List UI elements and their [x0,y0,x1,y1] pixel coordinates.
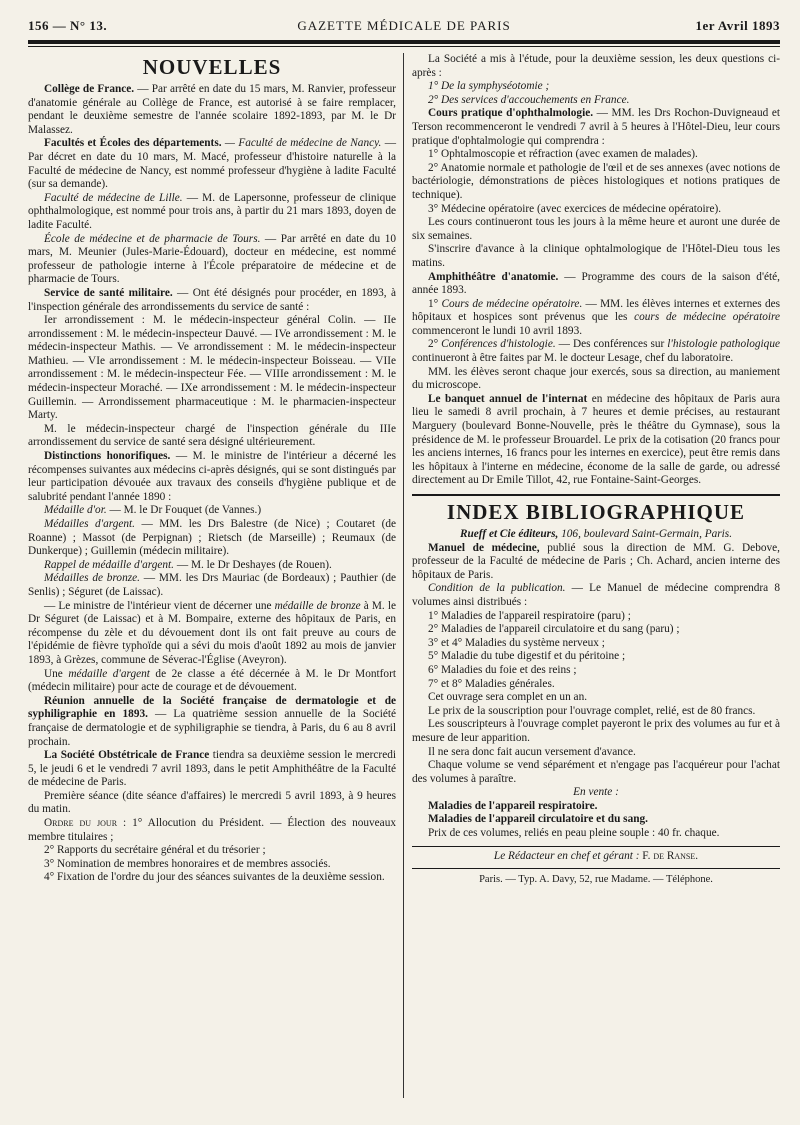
item-premiere-seance: Première séance (dite séance d'affaires) le mercredi 5 avril 1893, à 9 heures du matin. [28,789,396,816]
index-souscripteurs: Les souscripteurs à l'ouvrage complet payeront le prix des volumes au fur et à mesure de leur apparition. [412,718,780,744]
item-arrondissements: Ier arrondissement : M. le médecin-inspecteur général Colin. — IIe arrondissement : M. le médecin-inspecteur Dauvé. — IVe arrondissement : M. le médecin-inspecteur Mathis. — Ve arrondissement : M. le médecin-inspecteur Mathieu. — VIe arrondissement : M. le médecin-inspecteur Boisseau. — VIIe arrondissement : M. le médecin-inspecteur Fée. — VIIIe arrondissement : M. le médecin-inspecteur Moraché. — IXe arrondissement : M. le médecin-inspecteur Guillemin. — Arrondissement pharmaceutique : M. le pharmacien-inspecteur Marty. [28,314,396,422]
footer-rule [412,846,780,847]
page-header [28,12,780,38]
item-cours-5: S'inscrire d'avance à la clinique ophtalmologique de l'Hôtel-Dieu tous les matins. [412,243,780,269]
index-volume-3: 3° et 4° Maladies du système nerveux ; [428,636,605,649]
item-medailles-bronze: Médailles de bronze. — MM. les Drs Mauriac (de Bordeaux) ; Pauthier (de Senlis) ; Séguret (de Laissac). [28,572,396,598]
item-societe-questions: La Société a mis à l'étude, pour la deuxième session, les deux questions ci-après : [412,53,780,79]
item-medailles-argent: Médailles d'argent. — MM. les Drs Balestre (de Nice) ; Coutaret (de Roanne) ; Massot (de Perpignan) ; Rietsch (de Marseille) ; Reumaux (de Dunkerque) ; Guillemin (médecin militaire). [28,518,396,558]
newspaper-page [28,12,780,1112]
index-vente-2: Maladies de l'appareil circulatoire et du sang. [428,813,648,826]
index-volume-4: 5° Maladie du tube digestif et du péritoine ; [428,650,626,663]
item-sante-militaire: Service de santé militaire. — Ont été désignés pour procéder, en 1893, à l'inspection générale des arrondissements du service de santé : [28,286,396,313]
index-complet: Cet ouvrage sera complet en un an. [428,691,588,704]
item-amph-3: MM. les élèves seront chaque jour exercés, sous sa direction, au maniement du microscope. [412,365,780,392]
item-medaille-argent-2e: Une médaille d'argent de 2e classe a été décernée à M. le Dr Montfort (médecin militaire) pour acte de courage et de dévouement. [28,667,396,694]
item-iii-arrondissement: M. le médecin-inspecteur chargé de l'inspection générale du IIIe arrondissement du service de santé sera désigné ultérieurement. [28,422,396,449]
item-medaille-or: Médaille d'or. — M. le Dr Fouquet (de Vannes.) [44,504,262,517]
item-cours-2: 2° Anatomie normale et pathologie de l'œil et de ses annexes (avec notions de bactériologie, démonstrations de pièces histologiques et notions pratiques de technique). [412,161,780,201]
imprimeur-line: Paris. — Typ. A. Davy, 52, rue Madame. — Téléphone. [479,874,713,886]
section-title-index: INDEX BIBLIOGRAPHIQUE [446,500,746,524]
index-publisher: Rueff et Cie éditeurs, 106, boulevard Saint-Germain, Paris. [459,528,733,540]
page-number: 156 — N° 13. [28,18,108,33]
item-amph-2: 2° Conférences d'histologie. — Des conférences sur l'histologie pathologique continueront à être faites par M. le docteur Lesage, chef du laboratoire. [412,338,780,365]
header-rule-thin [28,46,780,47]
item-college-de-france: Collège de France. — Par arrêté en date du 15 mars, M. Ranvier, professeur d'anatomie générale au Collège de France, est autorisé à se faire remplacer, pendant le deuxième semestre de l'année scolaire 1892-1893, par M. le Dr Malassez. [28,83,396,136]
item-rappel-medaille: Rappel de médaille d'argent. — M. le Dr Deshayes (de Rouen). [44,558,332,571]
item-societe-obstetricale: La Société Obstétricale de France tiendra sa deuxième session le mercredi 5, le jeudi 6 et le vendredi 7 avril 1893, dans le petit Amphithéâtre de la Faculté de médecine de Paris. [28,749,396,789]
index-vente-separee: Chaque volume se vend séparément et n'engage pas l'acquéreur pour l'achat des volumes à paraître. [412,759,780,785]
item-ordre-du-jour: Ordre du jour : 1° Allocution du Président. — Élection des nouveaux membre titulaires ; [28,817,396,843]
item-ordre-4: 4° Fixation de l'ordre du jour des séances suivantes de la deuxième session. [44,871,385,884]
redacteur-line: Le Rédacteur en chef et gérant : F. de Ranse. [493,849,699,862]
index-manuel: Manuel de médecine, publié sous la direction de MM. G. Debove, professeur de la Faculté de médecine de Paris ; Ch. Achard, ancien interne des hôpitaux de Paris. [412,541,780,581]
footer-rule-2 [412,868,780,869]
left-column [28,53,396,885]
index-versement: Il ne sera donc fait aucun versement d'avance. [428,745,636,758]
issue-date: 1er Avril 1893 [695,18,780,33]
item-amphitheatre: Amphithéâtre d'anatomie. — Programme des cours de la saison d'été, année 1893. [412,270,780,297]
item-amph-1: 1° Cours de médecine opératoire. — MM. les élèves internes et externes des hôpitaux et hospices sont prévenus que les cours de médecine opératoire commenceront le lundi 10 avril 1893. [412,297,780,337]
item-lille: Faculté de médecine de Lille. — M. de Lapersonne, professeur de clinique ophthalmologique, est nommé pour trois ans, à partir du 21 mars 1893, doyen de ladite Faculté. [28,191,396,231]
item-tours: École de médecine et de pharmacie de Tours. — Par arrêté en date du 10 mars, M. Meunier (Jules-Marie-Édouard), docteur en médecine, est nommé professeur de pathologie interne à l'École préparatoire de médecine et de pharmacie de Tours. [28,232,396,286]
item-distinctions: Distinctions honorifiques. — M. le ministre de l'intérieur a décerné les récompenses suivantes aux médecins ci-après désignés, qui se sont distingués par leur participation dévouée aux travaux des conseils d'hygiène publique et de salubrité pendant l'année 1890 : [28,450,396,503]
index-en-vente: En vente : [573,786,619,799]
item-cours-1: 1° Ophtalmoscopie et réfraction (avec examen de malades). [428,148,698,161]
index-condition: Condition de la publication. — Le Manuel de médecine comprendra 8 volumes ainsi distribués : [412,582,780,608]
index-vente-1: Maladies de l'appareil respiratoire. [428,799,598,812]
item-question-1: 1° De la symphyséotomie ; [428,80,550,93]
index-volume-5: 6° Maladies du foie et des reins ; [428,663,577,676]
item-cours-ophthalmologie: Cours pratique d'ophthalmologie. — MM. les Drs Rochon-Duvigneaud et Terson recommenceront le vendredi 7 avril à 5 heures à l'Hôtel-Dieu, leur cours pratique d'ophtalmologie qui comprendra : [412,107,780,147]
item-facultes: Facultés et Écoles des départements. — Faculté de médecine de Nancy. — Par décret en date du 10 mars, M. Macé, professeur d'histoire naturelle à la Faculté de médecine de Nancy, est nommé professeur d'hygiène à ladite Faculté (sur sa demande). [28,137,396,191]
item-ordre-2: 2° Rapports du secrétaire général et du trésorier ; [44,844,266,857]
header-rule [28,40,780,44]
index-rule [412,494,780,496]
column-separator [403,53,404,1098]
section-title-nouvelles: NOUVELLES [142,55,282,79]
journal-title: GAZETTE MÉDICALE DE PARIS [297,18,511,33]
item-cours-3: 3° Médecine opératoire (avec exercices de médecine opératoire). [428,202,722,215]
item-question-2: 2° Des services d'accouchements en France. [428,93,630,106]
index-volume-1: 1° Maladies de l'appareil respiratoire (paru) ; [428,609,631,622]
item-reunion-dermatologie: Réunion annuelle de la Société française de dermatologie et de syphiligraphie en 1893. — La quatrième session annuelle de la Société française de dermatologie et de syphiligraphie se tiendra, à Paris, du 6 au 8 avril prochain. [28,694,396,748]
index-prix-souscription: Le prix de la souscription pour l'ouvrage complet, relié, est de 80 francs. [428,704,756,717]
item-banquet: Le banquet annuel de l'internat en médecine des hôpitaux de Paris aura lieu le samedi 8 avril prochain, à 7 heures et demie précises, au restaurant Marguery (boulevard Bonne-Nouvelle, près le théâtre du Gymnase), sous la présidence de M. le professeur Brouardel. Le prix de la cotisation (20 francs pour les anciens internes, 16 francs pour les internes en exercice), peut être remis dans les hôpitaux à l'interne en médecine, économe de la salle de garde, ou adressé directement au Dr Emile Tillot, 42, rue Fontaine-Saint-Georges. [412,392,781,487]
right-column [412,53,780,887]
index-prix-volumes: Prix de ces volumes, reliés en peau pleine souple : 40 fr. chaque. [428,827,720,840]
item-ministre-interieur: — Le ministre de l'intérieur vient de décerner une médaille de bronze à M. le Dr Séguret (de Laissac) et à M. Bompaire, externe des hôpitaux de Paris, en récompense du zèle et du dévouement dont ils ont fait preuve au cours de l'épidémie de fièvre typhoïde qui a sévi du mois d'août 1892 au mois de janvier 1893, à Grèzes, commune de Séverac-l'Église (Aveyron). [28,599,396,666]
item-ordre-3: 3° Nomination de membres honoraires et de membres associés. [44,857,331,870]
index-volume-6: 7° et 8° Maladies générales. [428,677,555,690]
item-cours-4: Les cours continueront tous les jours à la même heure et auront une durée de six semaines. [412,216,780,242]
index-volume-2: 2° Maladies de l'appareil circulatoire et du sang (paru) ; [428,623,680,636]
columns [28,53,780,1073]
